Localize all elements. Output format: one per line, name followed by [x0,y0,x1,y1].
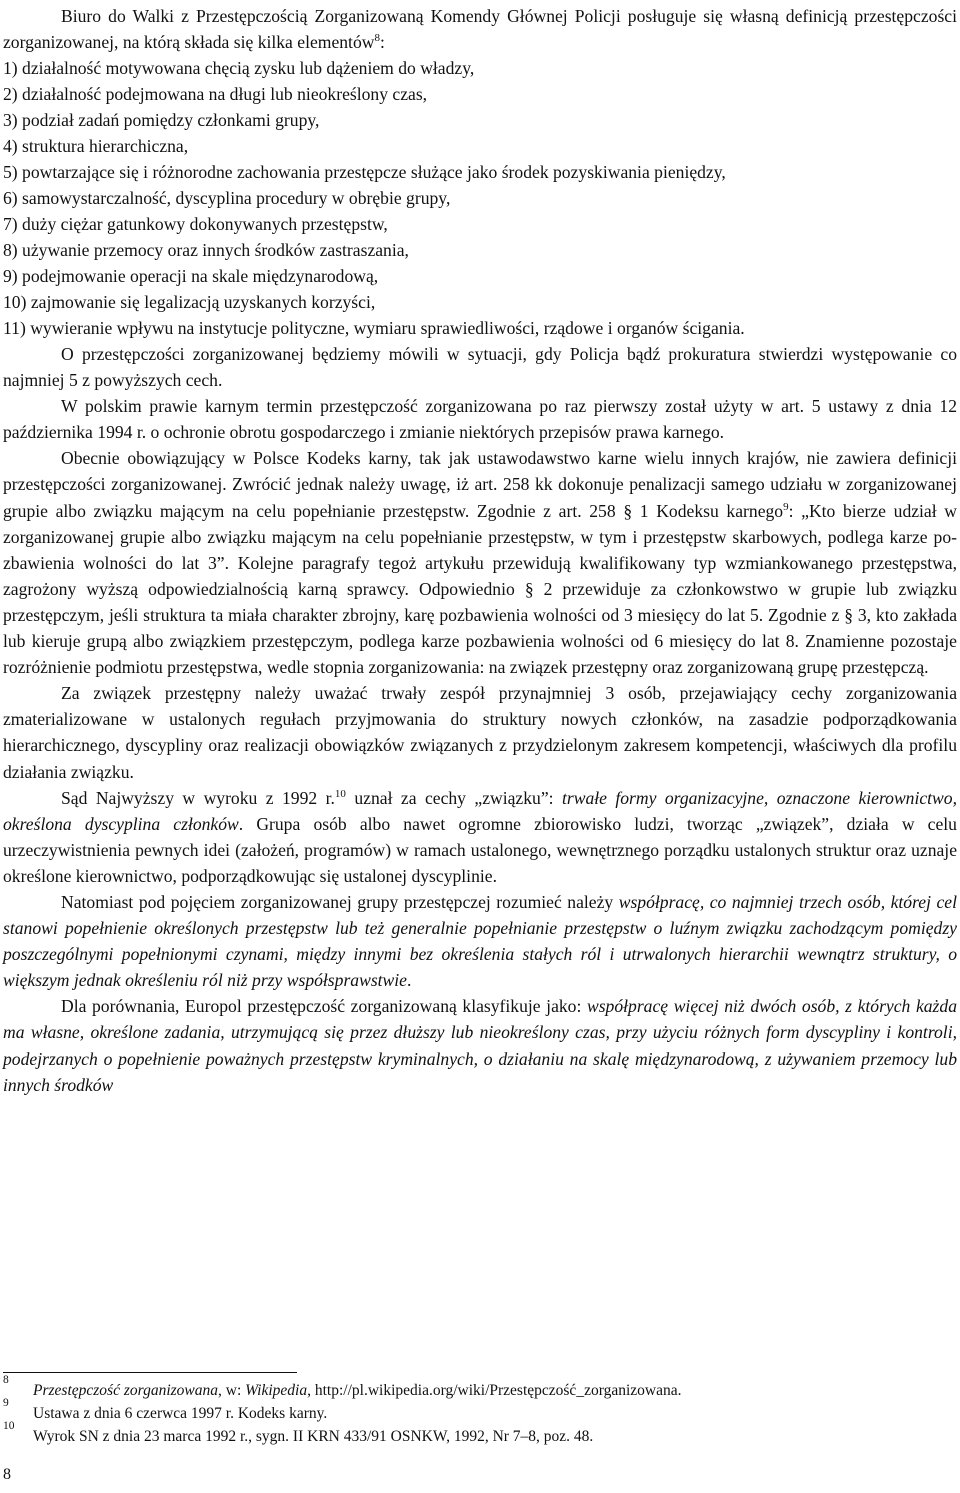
list-item: 3) podział zadań pomiędzy członkami grupy, [3,110,320,130]
paragraph-text: uznał za cechy „związku”: [345,787,562,808]
list-item: 10) zajmowanie się legalizacją uzyskanych korzyści, [3,292,376,312]
italic-quote: trwałe formy organizacyjne, oznaczone kierownictwo, określona dyscyplina członków [3,787,957,834]
intro-paragraph [3,3,957,55]
footnote-number: 10 [3,1420,15,1432]
paragraph-text: Natomiast pod pojęciem zorganizowanej grupy przestępczej rozumieć należy [61,891,619,912]
footnotes [3,1374,953,1449]
list-item: 8) używanie przemocy oraz innych środków zastraszania, [3,240,409,260]
paragraph-polish-law: W polskim prawie karnym termin przestępczość zorganizowana po raz pierwszy został użyty w art. 5 ustawy z dnia 12 października 1994 r. o ochronie obrotu gospodarczego i zmianie niektórych przepisów prawa karnego. [3,396,957,443]
footnote-8 [3,1374,953,1403]
paragraph-text: Sąd Najwyższy w wyroku z 1992 r. [61,787,335,808]
footnote-9 [3,1397,953,1426]
footnote-number: 9 [3,1397,9,1409]
paragraph-organized-group [3,889,957,993]
page-number: 8 [3,1466,11,1483]
paragraph-text: : „Kto bierze udział w zorganizowanej grupie albo związku mającym na celu popełnianie przestępstw, w tym i przestępstw skarbowych, podlega karze pozbawienia wolności do lat 3”. Kolejne paragrafy tegoż artykułu przewidują kwalifikowany typ wzmiankowanego przestępstwa, zagrożony wyższą odpowiedzialnością karną sprawcy. Odpowiednio § 2 przewiduje za członkowstwo w grupie lub związku przestępczym, jeśli struktura ta miała charakter zbrojny, karę pozbawienia wolności od 3 miesięcy do lat 5. Zgodnie z § 3, kto zakłada lub kieruje grupą albo związkiem przestępczym, podlega karze pozbawienia wolności od 6 miesięcy do lat 8. Znamienne pozostaje rozróżnienie podmiotu przestępstwa, wedle stopnia zorganizowania: na związek przestępny oraz zorganizowaną grupę przestępczą. [3,500,957,678]
list-item: 2) działalność podejmowana na długi lub nieokreślony czas, [3,84,428,104]
paragraph-threshold: O przestępczości zorganizowanej będziemy mówili w sytuacji, gdy Policja bądź prokuratura stwierdzi występowanie co najmniej 5 z powyższych cech. [3,344,957,391]
footnote-10 [3,1420,953,1449]
paragraph-europol [3,993,957,1097]
footnote-ref-8: 8 [374,32,380,45]
footnote-text: Wyrok SN z dnia 23 marca 1992 r., sygn. II KRN 433/91 OSNKW, 1992, Nr 7–8, poz. 48. [33,1428,594,1445]
footnote-text: , w: [218,1382,246,1399]
paragraph-text: . [407,970,412,991]
paragraph-text: Obecnie obowiązujący w Polsce Kodeks karny, tak jak ustawodawstwo karne wielu innych krajów, nie zawiera definicji przestępczości zorganizowanej. Zwrócić jednak należy uwagę, iż art. 258 kk dokonuje penalizacji samego udziału w zorganizowanej grupie albo związku mającym na celu popełnianie przestępstw. Zgodnie z art. 258 § 1 Kodeksu karnego [3,448,957,521]
footnote-ref-10: 10 [334,787,346,800]
list-item: 1) działalność motywowana chęcią zysku lub dążeniem do władzy, [3,58,475,78]
italic-definition: współpracę więcej niż dwóch osób, z których każda ma własne, określone zadania, utrzymującą się przez dłuższy lub nieokreślony czas, przy użyciu różnych form dyscypliny i kontroli, podejrzanych o popełnienie poważnych przestępstw kryminalnych, o działaniu na skalę międzynarodową, z używaniem przemocy lub innych środków [3,996,957,1095]
list-item: 11) wywieranie wpływu na instytucje polityczne, wymiaru sprawiedliwości, rządowe i organów ścigania. [3,318,745,338]
footnote-ref-9: 9 [783,500,789,513]
italic-definition: współpracę, co najmniej trzech osób, której cel stanowi popełnienie określonych przestępstw lub też generalnie popełnianie przestępstw o luźnym związku zachodzącym pomiędzy poszczególnymi popełnionymi czynami, między innymi bez określenia stałych ról i utrwalonych hierarchii wewnątrz struktury, o większym jednak określeniu ról niż przy współsprawstwie [3,891,958,991]
list-item: 6) samowystarczalność, dyscyplina procedury w obrębie grupy, [3,188,451,208]
paragraph-criminal-association: Za związek przestępny należy uważać trwały zespół przynajmniej 3 osób, przejawiający cechy zorganizowania zmaterializowane w ustalonych regułach przyjmowania do struktury nowych członków, na zasadzie podporządkowania hierarchicznego, dyscypliny oraz realizacji obowiązków związanych z przydzielonym zakresem kompetencji, właściwych dla profilu działania związku. [3,683,957,782]
footnote-number: 8 [3,1374,9,1386]
intro-text: Biuro do Walki z Przestępczością Zorganizowaną Komendy Głównej Policji posługuje się własną definicją przestępczości zorganizowanej, na którą składa się kilka elementów [3,6,957,52]
footnote-divider [3,1372,297,1373]
paragraph-text: . Grupa osób albo nawet ogromne zbiorowisko ludzi, tworząc „związek”, działa w celu urzeczywistnienia pewnych idei (założeń, programów) w ramach ustalonego, wewnętrznego porządku ustalonych struktur oraz uznaje określone kierownictwo, podporządkowując się ustalonej dyscyplinie. [3,813,957,886]
footnote-text: Ustawa z dnia 6 czerwca 1997 r. Kodeks karny. [33,1405,328,1422]
footnote-italic: Wikipedia [245,1382,308,1399]
paragraph-penal-code [3,445,957,680]
list-item: 9) podejmowanie operacji na skale międzynarodową, [3,266,379,286]
intro-colon: : [379,32,385,52]
paragraph-supreme-court [3,785,957,889]
list-item: 5) powtarzające się i różnorodne zachowania przestępcze służące jako środek pozyskiwania pieniędzy, [3,162,726,182]
body-text [3,3,957,1098]
criteria-list [3,55,957,341]
footnote-text: , http://pl.wikipedia.org/wiki/Przestępczość_zorganizowana. [307,1382,682,1399]
footnote-italic: Przestępczość zorganizowana [33,1382,218,1399]
paragraph-text: Dla porównania, Europol przestępczość zorganizowaną klasyfikuje jako: [61,996,587,1017]
list-item: 4) struktura hierarchiczna, [3,136,189,156]
list-item: 7) duży ciężar gatunkowy dokonywanych przestępstw, [3,214,388,234]
